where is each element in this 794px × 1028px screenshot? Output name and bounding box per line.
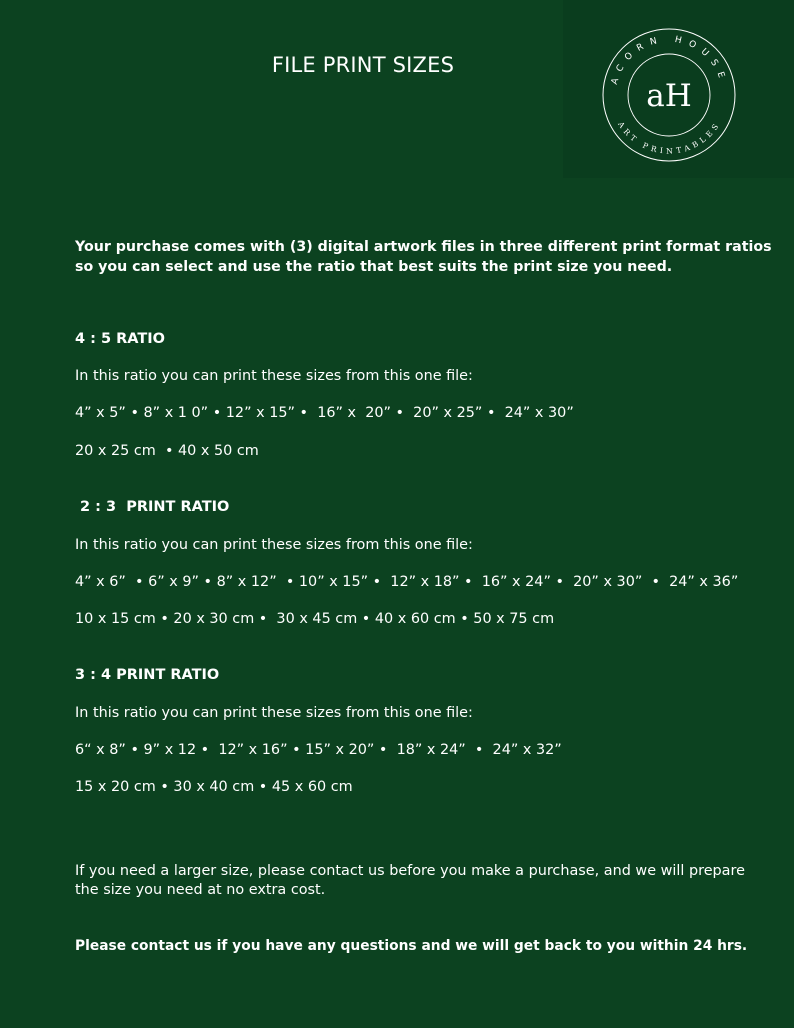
acorn-house-logo — [599, 25, 739, 165]
section-heading-2-3: 2 : 3 PRINT RATIO — [75, 499, 230, 515]
inch-sizes-3-4: 6“ x 8” • 9” x 12 • 12” x 16” • 15” x 20” • 18” x 24” • 24” x 32” — [75, 742, 562, 758]
cm-sizes-4-5: 20 x 25 cm • 40 x 50 cm — [75, 443, 259, 459]
section-description-3-4: In this ratio you can print these sizes from this one file: — [75, 705, 473, 721]
logo-seal-icon — [599, 25, 739, 165]
section-description-2-3: In this ratio you can print these sizes from this one file: — [75, 537, 473, 553]
section-heading-3-4: 3 : 4 PRINT RATIO — [75, 667, 220, 683]
inch-sizes-2-3: 4” x 6” • 6” x 9” • 8” x 12” • 10” x 15” • 12” x 18” • 16” x 24” • 20” x 30” • 24” x 36” — [75, 574, 739, 590]
inch-sizes-4-5: 4” x 5” • 8” x 1 0” • 12” x 15” • 16” x 20” • 20” x 25” • 24” x 30” — [75, 405, 574, 421]
logo-top-text: ACORN HOUSE — [609, 34, 729, 86]
closing-text: If you need a larger size, please contact us before you make a purchase, and we will prepare the size you need at no extra cost. — [75, 863, 745, 898]
contact-text: Please contact us if you have any questions and we will get back to you within 24 hrs. — [75, 938, 748, 954]
intro-text: Your purchase comes with (3) digital artwork files in three different print format ratios so you can select and use the ratio that best suits the print size you need. — [75, 239, 772, 275]
page-title: FILE PRINT SIZES — [271, 53, 455, 77]
section-description-4-5: In this ratio you can print these sizes from this one file: — [75, 368, 473, 384]
section-heading-4-5: 4 : 5 RATIO — [75, 331, 165, 347]
logo-bottom-text: ART PRINTABLES — [616, 120, 722, 156]
logo-monogram: aH — [646, 78, 692, 114]
cm-sizes-3-4: 15 x 20 cm • 30 x 40 cm • 45 x 60 cm — [75, 779, 353, 795]
cm-sizes-2-3: 10 x 15 cm • 20 x 30 cm • 30 x 45 cm • 40 x 60 cm • 50 x 75 cm — [75, 611, 555, 627]
